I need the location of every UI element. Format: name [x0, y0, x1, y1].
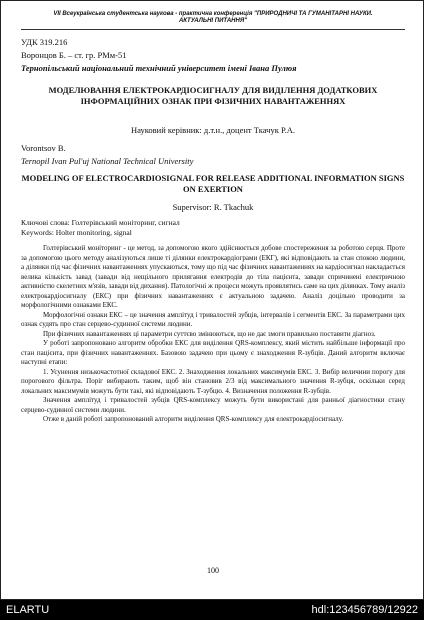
udc-code: УДК 319.216 — [21, 37, 68, 47]
keywords-en: Keywords: Holter monitoring, signal — [21, 228, 132, 237]
repository-name: ELARTU — [6, 604, 50, 616]
page-content — [21, 1, 405, 601]
affiliation-ua: Тернопільський національний технічний університет імені Івана Пулюя — [21, 63, 297, 73]
body-paragraph: Значення амплітуд і тривалостей зубців QRS-комплексу можуть бути використані для ранньої діагностики стану серцево-судинної системи людини. — [21, 396, 405, 414]
repository-footer-bar — [0, 600, 424, 620]
handle-identifier: hdl:123456789/12922 — [311, 604, 418, 616]
title-ua: МОДЕЛЮВАННЯ ЕЛЕКТРОКАРДІОСИГНАЛУ ДЛЯ ВИДІЛЕННЯ ДОДАТКОВИХ ІНФОРМАЦІЙНИХ ОЗНАК ПРИ ФІЗИЧНИХ НАВАНТАЖЕННЯХ — [48, 85, 378, 106]
body-paragraph: У роботі запропоновано алгоритм обробки ЕКС для виділення QRS-комплексу, який містить найбільше інформації про стан пацієнта, при фізичних навантаженнях. Базовою задачею при цьому є знаходження R-зубців. Даний алгоритм включає наступні етапи: — [21, 339, 405, 366]
affiliation-en: Ternopil Ivan Pul'uj National Technical University — [21, 156, 194, 166]
body-paragraph: 1. Усунення низькочастотної складової ЕКС. 2. Знаходження локальних максимумів ЕКС. 3. Вибір величини порогу для порогового фільтра. Поріг вибирають таким, щоб він становив 2/3 від максимального значення R-зубця, оскільки серед локальних максимумів можуть бути такі, які відповідають Т-зубцю. 4. Визначення положення R-зубців. — [21, 367, 405, 395]
conference-header — [21, 11, 405, 25]
title-en: MODELING OF ELECTROCARDIOSIGNAL FOR RELEASE ADDITIONAL INFORMATION SIGNS ON EXERTION — [21, 173, 405, 194]
keywords-ua: Ключові слова: Голтерівський моніторинг, сигнал — [21, 218, 180, 227]
author-ua: Воронцов Б. – ст. гр. РМм-51 — [21, 50, 127, 60]
header-divider — [21, 29, 405, 30]
body-paragraph: Морфологічні ознаки ЕКС – це значення амплітуд і тривалостей зубців, інтервалів і сегментів ЕКС. За параметрами цих ознак судять про стан серцево-судинної системи людини. — [21, 310, 405, 328]
page-number: 100 — [207, 566, 219, 575]
conference-header-line2: АКТУАЛЬНІ ПИТАННЯ" — [178, 18, 248, 24]
body-paragraph: Отже в даній роботі запропонований алгоритм виділення QRS-комплексу для електрокардіосигналу. — [43, 415, 344, 423]
body-paragraph: Голтерівський моніторинг - це метод, за допомогою якого здійснюється добове спостереження за роботою серця. Проте за допомогою цього методу аналізуються лише ті ділянки електрокардіограми (ЕКГ), які відповідають за стан спокою людини, а ділянки під час фізичних навантаженнях упускаються, тому що під час фізичних навантаженнях на кардіосигнал накладається велика кількість завад (завади від нещільного прилягання електродів до тіла пацієнта, завади спричинені електричною активністю скелетних м'язів, завади від дихання). Патологічні ж процеси можуть проявлятись саме на цих ділянках. Тому аналіз електрокардіосигналу (ЕКС) при фізичних навантаженнях є актуальною задачею. Аналіз доцільно проводити за морфологічними ознаками ЕКС. — [21, 244, 405, 309]
body-paragraph: При фізичних навантаженнях ці параметри суттєво змінюються, що не дає змоги правильно поставити діагноз. — [43, 329, 376, 338]
conference-header-line1: VII Всеукраїнська студентська наукова - практична конференція "ПРИРОДНИЧІ ТА ГУМАНІТАРНІ НАУКИ. — [53, 11, 373, 17]
supervisor-ua: Науковий керівник: д.т.н., доцент Ткачук Р.А. — [130, 125, 296, 135]
supervisor-en: Supervisor: R. Tkachuk — [172, 202, 254, 212]
article-body — [21, 244, 405, 425]
author-en: Vorontsov B. — [21, 143, 66, 153]
